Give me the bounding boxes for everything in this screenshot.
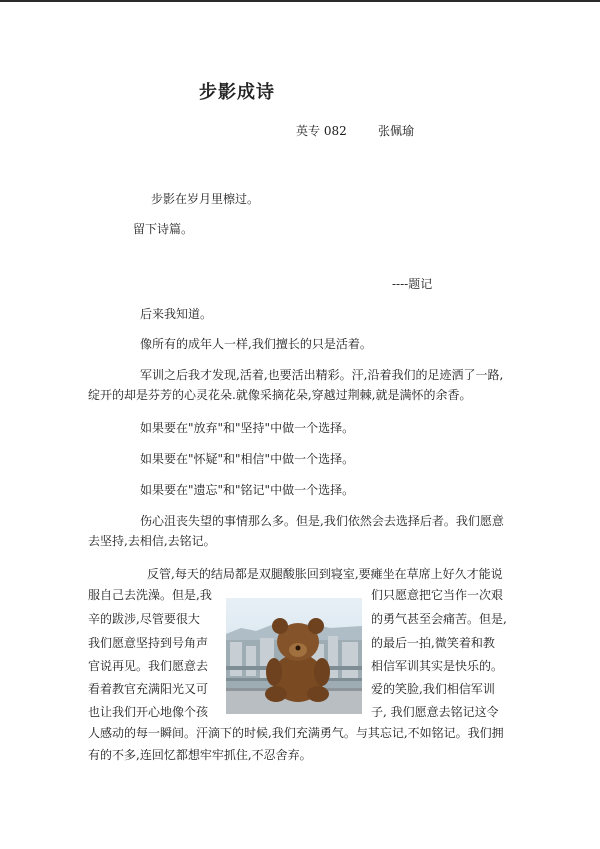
closing-line: 有的不多,连回忆都想牢牢抓住,不忍舍弃。 (88, 748, 312, 762)
wrap-left-line: 服自己去洗澡。但是,我 (88, 588, 212, 602)
wrap-right-line: 们只愿意把它当作一次艰 (371, 588, 504, 602)
paragraph-line: 像所有的成年人一样,我们擅长的只是活着。 (140, 337, 372, 351)
paragraph-line: 伤心沮丧失望的事情那么多。但是,我们依然会去选择后者。我们愿意 (140, 514, 504, 528)
paragraph-line: 反管,每天的结局都是双腿酸胀回到寝室,要瘫坐在草席上好久才能说 (147, 567, 503, 581)
wrap-right-line: 相信军训其实是快乐的。 (371, 659, 504, 673)
wrap-left-line: 我们愿意坚持到号角声 (88, 636, 209, 650)
page-top-border (0, 0, 600, 2)
wrap-right-line: 的最后一拍,微笑着和教 (371, 636, 495, 650)
byline-author: 张佩瑜 (378, 124, 415, 138)
paragraph-line: 如果要在"放弃"和"坚持"中做一个选择。 (140, 421, 355, 435)
paragraph-line: 后来我知道。 (140, 307, 213, 321)
wrap-right-line: 子, 我们愿意去铭记这令 (371, 705, 499, 719)
wrap-left-line: 也让我们开心地像个孩 (88, 705, 209, 719)
wrap-right-line: 的勇气甚至会痛苦。但是, (371, 612, 507, 626)
teddy-bear-photo (226, 598, 362, 714)
intro-line-1: 步影在岁月里檫过。 (151, 192, 260, 206)
wrap-left-line: 官说再见。我们愿意去 (88, 659, 209, 673)
wrap-left-line: 辛的跋涉,尽管要很大 (88, 612, 200, 626)
intro-line-2: 留下诗篇。 (133, 222, 194, 236)
paragraph-line: 军训之后我才发现,活着,也要活出精彩。汗,沿着我们的足迹洒了一路, (140, 368, 504, 382)
paragraph-line: 绽开的却是芬芳的心灵花朵.就像采摘花朵,穿越过荆棘,就是满怀的余香。 (88, 388, 472, 402)
teddy-bear (265, 618, 330, 702)
wrap-right-line: 爱的笑脸,我们相信军训 (371, 682, 495, 696)
closing-line: 人感动的每一瞬间。汗滴下的时候,我们充满勇气。与其忘记,不如铭记。我们拥 (88, 726, 504, 740)
wrap-left-line: 看着教官充满阳光又可 (88, 682, 209, 696)
page-title: 步影成诗 (199, 82, 275, 103)
paragraph-line: 如果要在"遗忘"和"铭记"中做一个选择。 (140, 483, 355, 497)
epigraph-signature: ----题记 (392, 277, 433, 291)
byline-class: 英专 082 (296, 124, 347, 138)
paragraph-line: 去坚持,去相信,去铭记。 (88, 534, 216, 548)
paragraph-line: 如果要在"怀疑"和"相信"中做一个选择。 (140, 452, 355, 466)
